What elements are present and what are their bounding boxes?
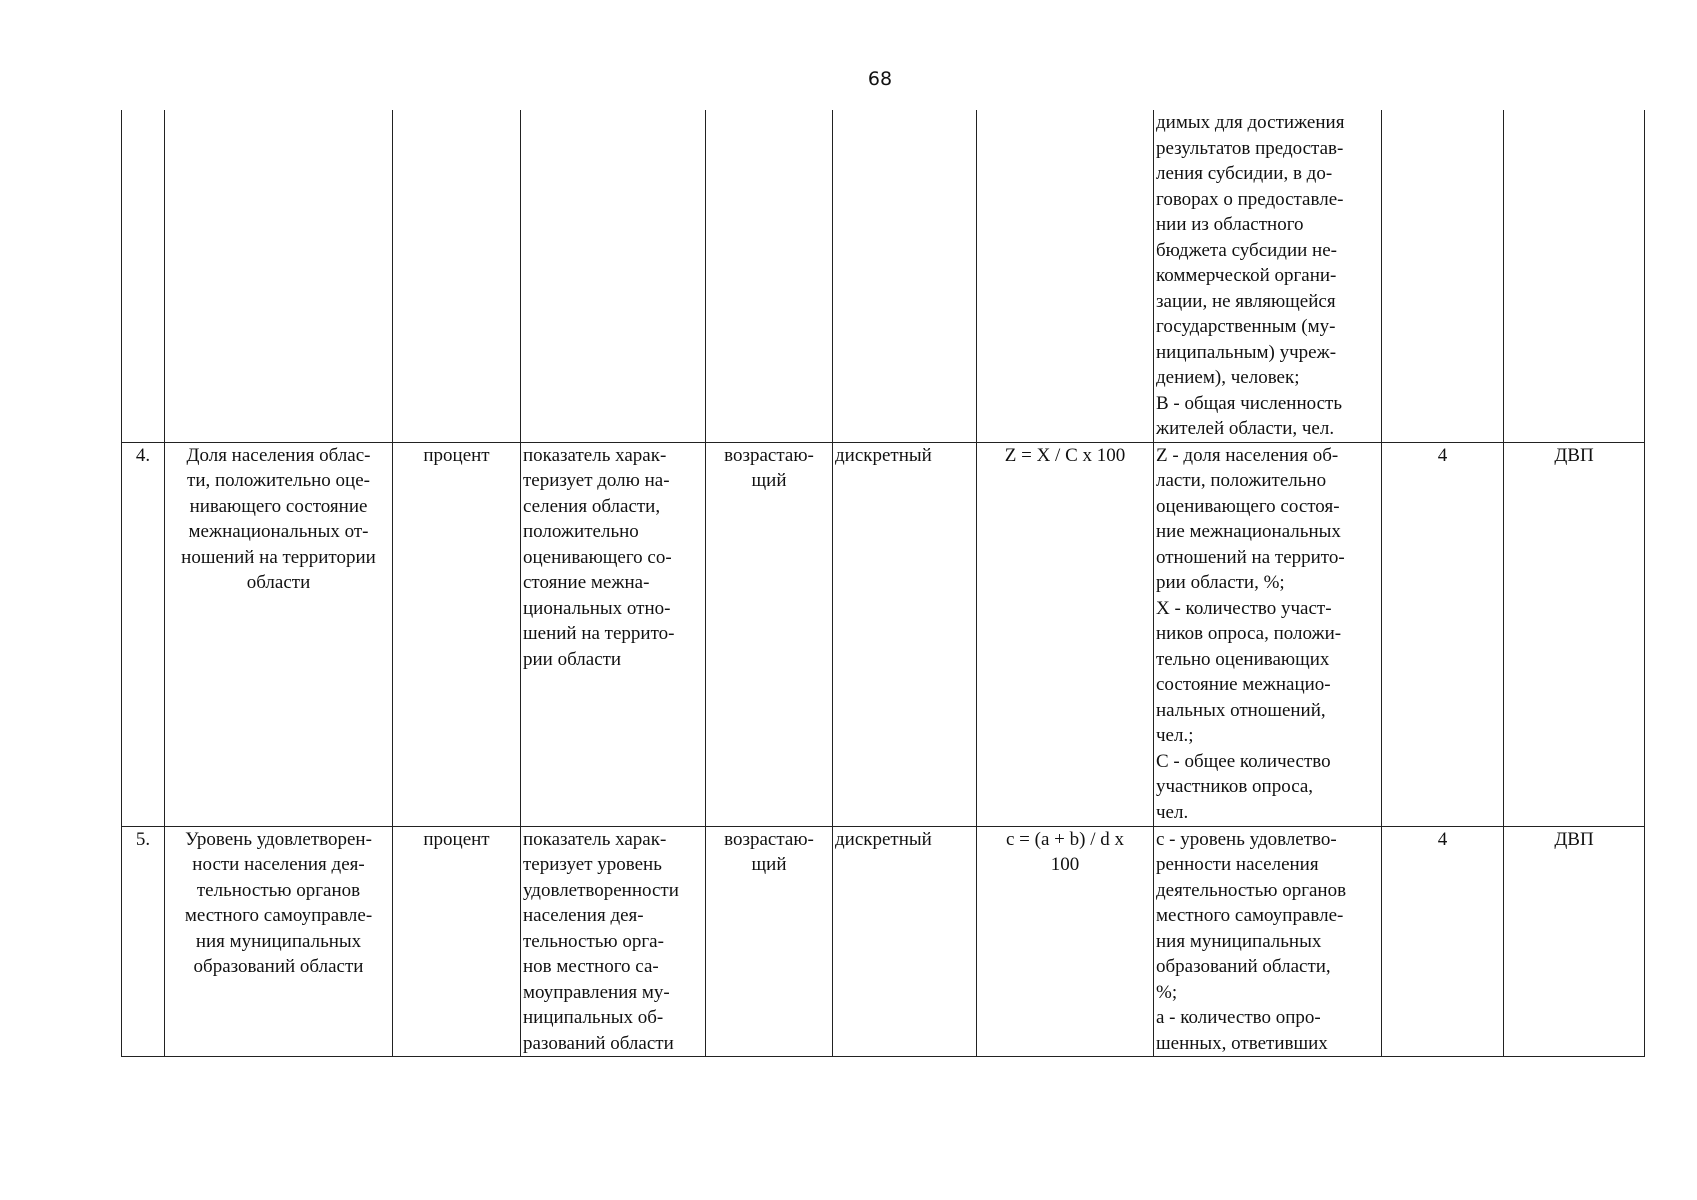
- indicators-table: [121, 110, 1645, 1057]
- table-row: [122, 826, 1645, 1057]
- type-cell: дискретный: [833, 442, 977, 826]
- description-cell: показатель харак- теризует уровень удовлетворенности населения дея- тельностью орга- нов местного са- моуправления му- ниципальных об- разований области: [521, 826, 706, 1057]
- type-cell: дискретный: [833, 826, 977, 1057]
- formula-cell: Z = X / C x 100: [977, 442, 1154, 826]
- formula-cell: c = (a + b) / d x 100: [977, 826, 1154, 1057]
- unit-cell: [393, 110, 521, 442]
- source-cell: ДВП: [1504, 442, 1645, 826]
- variables-cell: c - уровень удовлетво- ренности населения деятельностью органов местного самоуправле- ния муниципальных образований области, %; а - количество опро- шенных, ответивших: [1154, 826, 1382, 1057]
- variables-cell: Z - доля населения об- ласти, положительно оценивающего состоя- ние межнациональных отношений на террито- рии области, %; X - количество участ- ников опроса, положи- тельно оценивающих состояние межнацио- нальных отношений, чел.; C - общее количество участников опроса, чел.: [1154, 442, 1382, 826]
- frequency-cell: 4: [1382, 442, 1504, 826]
- frequency-cell: 4: [1382, 826, 1504, 1057]
- unit-cell: процент: [393, 442, 521, 826]
- formula-cell: [977, 110, 1154, 442]
- variables-cell: димых для достижения результатов предостав- ления субсидии, в до- говорах о предоставле- нии из областного бюджета субсидии не- коммерческой органи- зации, не являющейся государственным (му- ниципальным) учреж- дением), человек; В - общая численность жителей области, чел.: [1154, 110, 1382, 442]
- direction-cell: возрастаю- щий: [706, 442, 833, 826]
- table-row: [122, 110, 1645, 442]
- row-number: 4.: [122, 442, 165, 826]
- type-cell: [833, 110, 977, 442]
- direction-cell: возрастаю- щий: [706, 826, 833, 1057]
- source-cell: ДВП: [1504, 826, 1645, 1057]
- indicator-name: Доля населения облас- ти, положительно оце- нивающего состояние межнациональных от- ношений на территории области: [165, 442, 393, 826]
- indicator-name: [165, 110, 393, 442]
- frequency-cell: [1382, 110, 1504, 442]
- indicator-name: Уровень удовлетворен- ности населения дея- тельностью органов местного самоуправле- ния муниципальных образований области: [165, 826, 393, 1057]
- page-number: 68: [867, 68, 893, 90]
- source-cell: [1504, 110, 1645, 442]
- description-cell: показатель харак- теризует долю на- селения области, положительно оценивающего со- стояние межна- циональных отно- шений на террито- рии области: [521, 442, 706, 826]
- unit-cell: процент: [393, 826, 521, 1057]
- row-number: 5.: [122, 826, 165, 1057]
- direction-cell: [706, 110, 833, 442]
- description-cell: [521, 110, 706, 442]
- table-row: [122, 442, 1645, 826]
- row-number: [122, 110, 165, 442]
